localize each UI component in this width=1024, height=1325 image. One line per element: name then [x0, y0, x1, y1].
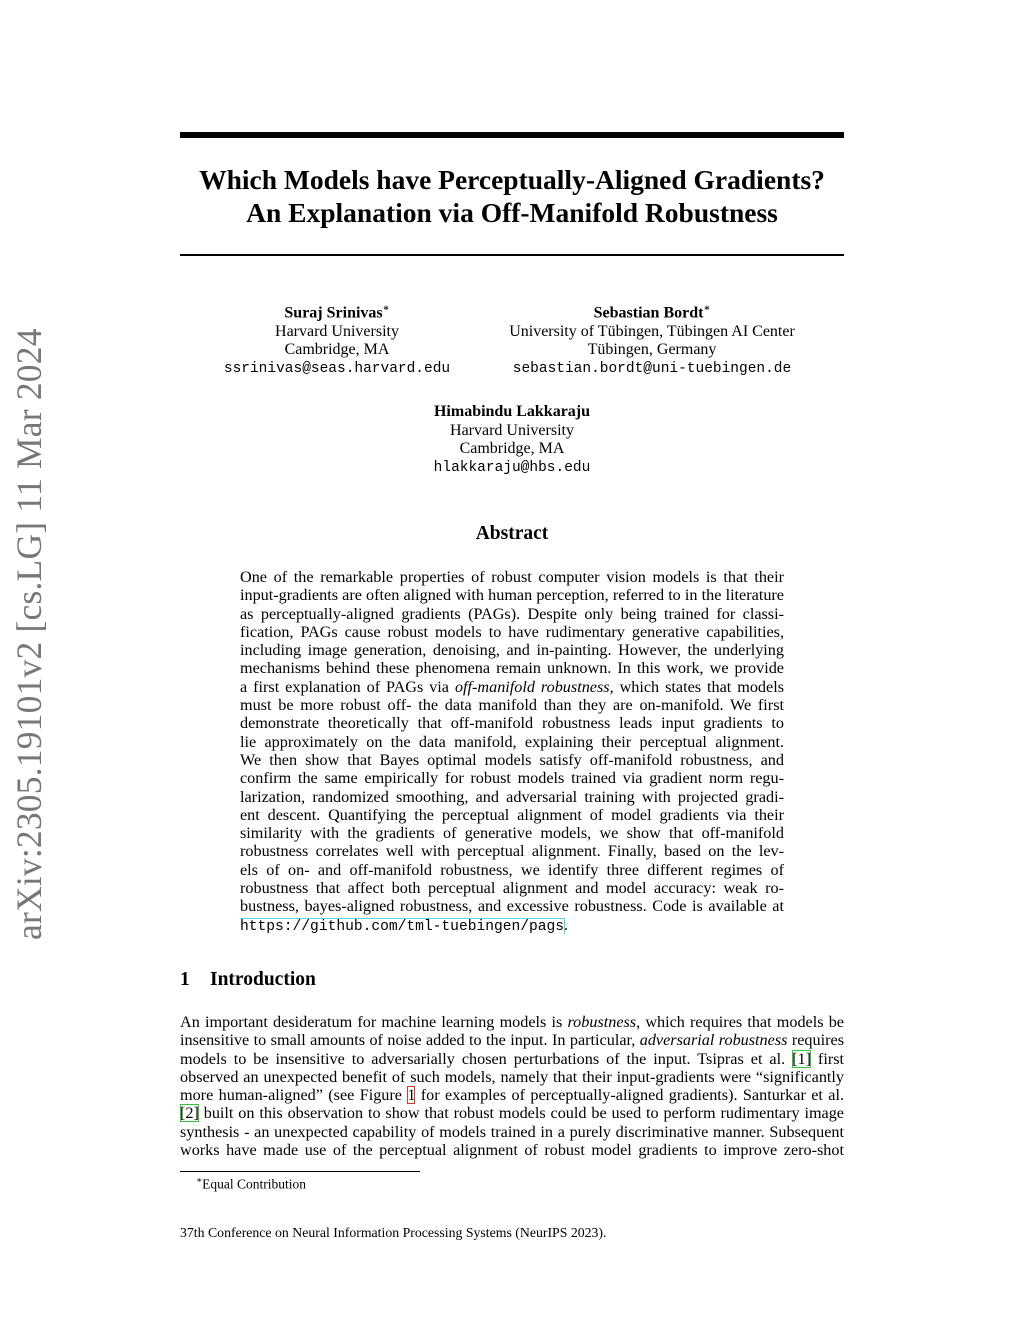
code-repository-link[interactable]: https://github.com/tml-tuebingen/pags: [240, 918, 565, 934]
introduction-body: [180, 1013, 844, 1159]
paper-title-line-2: An Explanation via Off-Manifold Robustness: [246, 197, 778, 228]
abstract-line: as perceptually-aligned gradients (PAGs). Despite only being trained for classi-: [240, 604, 784, 623]
arxiv-identifier-stamp: arXiv:2305.19101v2 [cs.LG] 11 Mar 2024: [9, 328, 49, 940]
abstract-heading: Abstract: [475, 523, 549, 544]
emphasized-term: adversarial robustness: [639, 1031, 788, 1050]
author-email[interactable]: sebastian.bordt@uni-tuebingen.de: [512, 360, 792, 377]
abstract-line: larization, randomized smoothing, and adversarial training with projected gradi-: [240, 787, 784, 806]
author-block-1: [222, 300, 452, 378]
introduction-line: more human-aligned” (see Figure 1 for examples of perceptually-aligned gradients). Santurkar et al.: [180, 1086, 844, 1105]
author-name: Suraj Srinivas∗: [284, 303, 390, 322]
abstract-line: ent descent. Quantifying the perceptual alignment of model gradients via their: [240, 805, 784, 824]
abstract-line: must be more robust off- the data manifold than they are on-manifold. We first: [240, 696, 784, 715]
abstract-line: a first explanation of PAGs via off-manifold robustness, which states that models: [240, 677, 784, 696]
abstract-line: fication, PAGs cause robust models to have rudimentary generative capabilities,: [240, 622, 784, 641]
paper-title: [180, 163, 844, 229]
abstract-line: els of on- and off-manifold robustness, we identify three different regimes of: [240, 860, 784, 879]
title-bottom-rule: [180, 254, 844, 256]
author-affiliation: Harvard University: [450, 421, 574, 439]
abstract-body: [240, 568, 784, 934]
section-title: Introduction: [210, 969, 316, 990]
abstract-line: confirm the same empirically for robust models trained via gradient norm regu-: [240, 769, 784, 788]
abstract-line: including image generation, denoising, and in-painting. However, the underlying: [240, 641, 784, 660]
abstract-line: similarity with the gradients of generative models, we show that off-manifold: [240, 824, 784, 843]
abstract-line: We then show that Bayes optimal models satisfy off-manifold robustness, and: [240, 750, 784, 769]
emphasized-term: off-manifold robustness: [454, 677, 610, 696]
introduction-line: An important desideratum for machine learning models is robustness, which requires that models be: [180, 1013, 844, 1031]
abstract-line: robustness correlates well with perceptual alignment. Finally, based on the lev-: [240, 842, 784, 861]
author-email[interactable]: hlakkaraju@hbs.edu: [433, 459, 591, 476]
abstract-line: bustness, bayes-aligned robustness, and excessive robustness. Code is available at: [240, 897, 784, 916]
author-affiliation: Harvard University: [275, 322, 399, 340]
author-email[interactable]: ssrinivas@seas.harvard.edu: [223, 360, 451, 377]
footnote-rule: [180, 1171, 420, 1172]
footnote-text: Equal Contribution: [202, 1176, 306, 1192]
author-affiliation: University of Tübingen, Tübingen AI Center: [509, 322, 795, 340]
footnote: [196, 1175, 306, 1193]
author-location: Tübingen, Germany: [587, 341, 717, 359]
introduction-line: synthesis - an unexpected capability of models trained in a purely discriminative manner. Subsequent: [180, 1122, 844, 1141]
introduction-line: models to be insensitive to adversarially chosen perturbations of the input. Tsipras et al. [1] first: [180, 1049, 844, 1068]
author-block-2: [492, 300, 812, 378]
section-heading-introduction: [180, 969, 316, 991]
abstract-line: mechanisms behind these phenomena remain unknown. In this work, we provide: [240, 659, 784, 678]
author-name: Sebastian Bordt∗: [593, 303, 711, 322]
title-top-rule: [180, 132, 844, 138]
section-number: 1: [180, 969, 190, 990]
citation-link[interactable]: [2]: [180, 1104, 199, 1123]
figure-reference-link[interactable]: 1: [407, 1086, 416, 1105]
author-location: Cambridge, MA: [459, 440, 565, 457]
introduction-line: [2] built on this observation to show that robust models could be used to perform rudimentary image: [180, 1104, 844, 1123]
abstract-line: input-gradients are often aligned with human perception, referred to in the literature: [240, 586, 784, 605]
introduction-line: insensitive to small amounts of noise added to the input. In particular, adversarial robustness requires: [180, 1031, 844, 1050]
introduction-line: observed an unexpected benefit of such models, namely that their input-gradients were “significantly: [180, 1067, 844, 1086]
abstract-line: lie approximately on the data manifold, explaining their perceptual alignment.: [240, 732, 784, 751]
author-name: Himabindu Lakkaraju: [433, 403, 591, 420]
venue-footer: 37th Conference on Neural Information Processing Systems (NeurIPS 2023).: [180, 1225, 607, 1240]
introduction-line: works have made use of the perceptual alignment of robust model gradients to improve zero-shot: [180, 1141, 844, 1160]
author-location: Cambridge, MA: [284, 341, 390, 359]
emphasized-term: robustness: [567, 1013, 637, 1031]
abstract-line: https://github.com/tml-tuebingen/pags.: [240, 915, 569, 934]
abstract-line: demonstrate theoretically that off-manifold robustness leads input gradients to: [240, 714, 784, 733]
author-block-3: [392, 403, 632, 477]
footnote-mark: ∗: [196, 1175, 203, 1185]
abstract-line: robustness that affect both perceptual alignment and model accuracy: weak ro-: [240, 879, 784, 898]
paper-title-line-1: Which Models have Perceptually-Aligned Gradients?: [199, 164, 825, 195]
abstract-line: One of the remarkable properties of robust computer vision models is that their: [240, 568, 784, 586]
citation-link[interactable]: [1]: [792, 1049, 811, 1068]
